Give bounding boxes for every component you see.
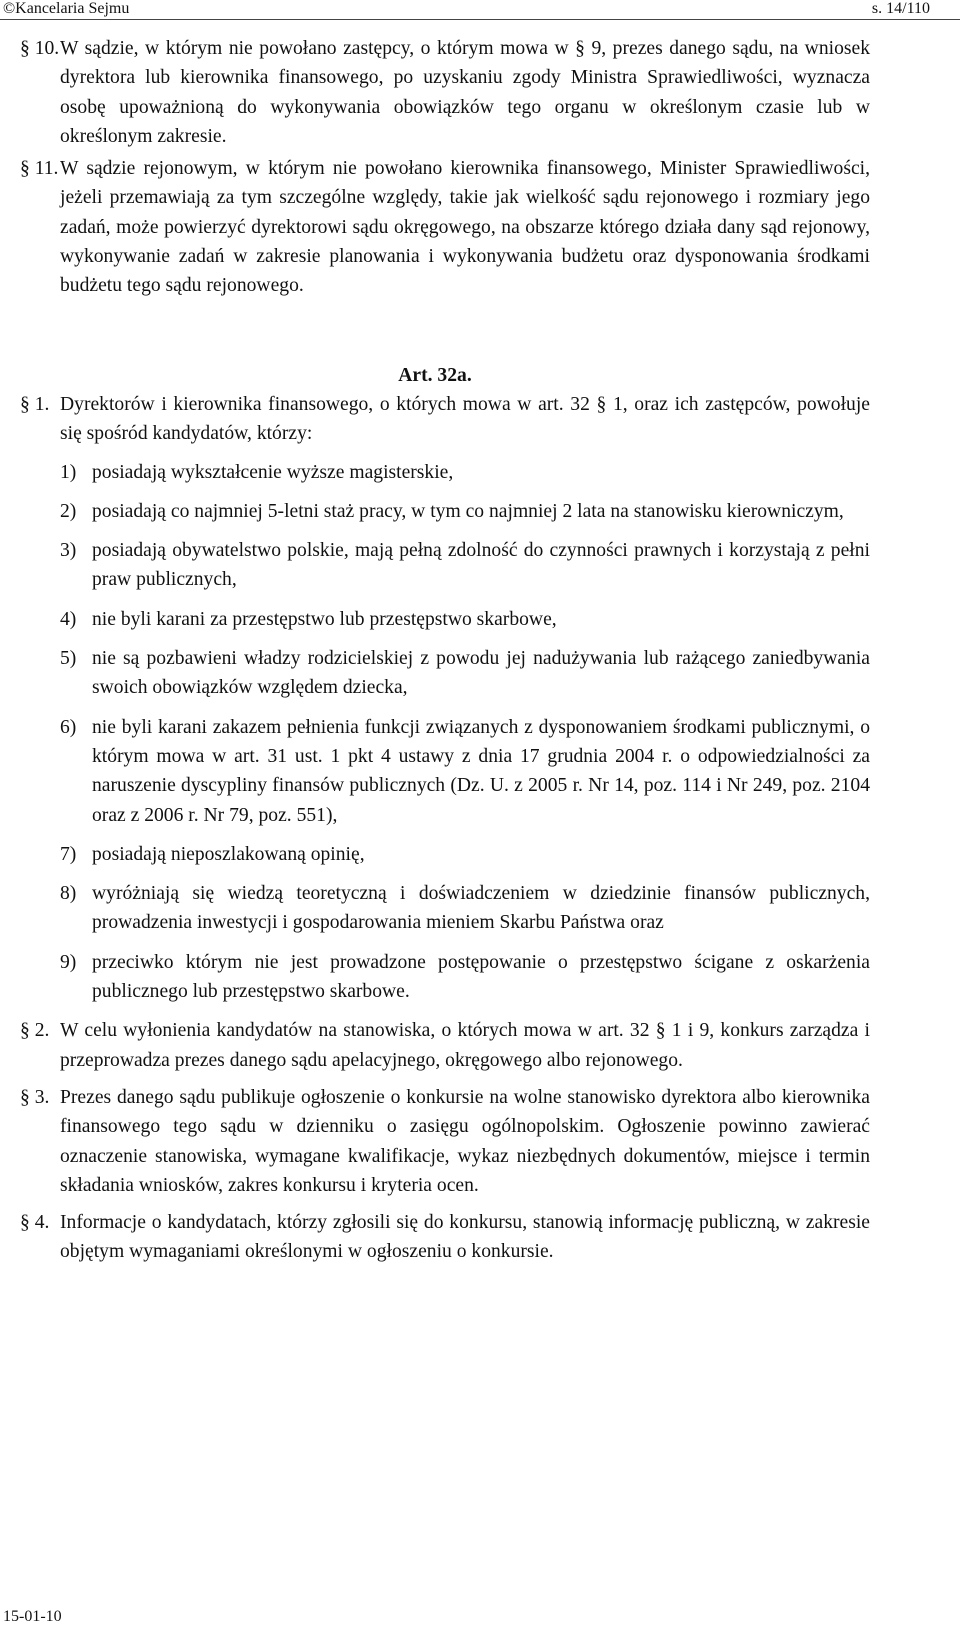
page-header [0, 0, 960, 24]
list-item [0, 948, 960, 1007]
item-number: 7) [60, 843, 77, 865]
section-text: Prezes danego sądu publikuje ogłoszenie o konkursie na wolne stanowisko dyrektora albo kierownika finansowego tego sądu w dzienniku o zasięgu ogólnopolskim. Ogłoszenie powinno zawierać oznaczenie stanowiska, wymagane kwalifikacje, wykaz niezbędnych dokumentów, miejsce i termin składania wniosków, zakres konkursu i kryteria ocen. [60, 1086, 870, 1196]
item-text: posiadają nieposzlakowaną opinię, [92, 843, 365, 865]
header-divider [0, 19, 960, 20]
item-text: posiadają obywatelstwo polskie, mają pełną zdolność do czynności prawnych i korzystają z pełni praw publicznych, [92, 540, 870, 591]
section-text: W celu wyłonienia kandydatów na stanowiska, o których mowa w art. 32 § 1 i 9, konkurs zarządza i przeprowadza prezes danego sądu apelacyjnego, okręgowego albo rejonowego. [60, 1020, 870, 1071]
item-number: 4) [60, 608, 77, 630]
section-number: § 2. [20, 1020, 50, 1042]
paragraph-11 [0, 154, 960, 300]
item-number: 2) [60, 500, 77, 522]
list-item [0, 840, 960, 869]
item-number: 1) [60, 461, 77, 483]
paragraph-10 [0, 34, 960, 151]
item-number: 9) [60, 951, 77, 973]
item-number: 5) [60, 648, 77, 670]
list-item [0, 713, 960, 830]
item-text: przeciwko którym nie jest prowadzone postępowanie o przestępstwo ścigane z oskarżenia publicznego lub przestępstwo skarbowe. [92, 951, 870, 1003]
article-title: Art. 32a. [398, 364, 472, 386]
section-number: § 1. [20, 393, 50, 415]
item-text: nie byli karani zakazem pełnienia funkcji związanych z dysponowaniem środkami publicznymi, o którym mowa w art. 31 ust. 1 pkt 4 ustawy z dnia 17 grudnia 2004 r. o odpowiedzialności za naruszenie dyscypliny finansów publicznych (Dz. U. z 2005 r. Nr 14, poz. 114 i Nr 249, poz. 2104 oraz z 2006 r. Nr 79, poz. 551), [92, 716, 870, 826]
requirements-list [0, 458, 960, 1007]
list-item [0, 605, 960, 634]
article-section-2 [0, 1016, 960, 1075]
article-section-1 [0, 390, 960, 449]
list-item [0, 458, 960, 487]
paragraph-text: W sądzie rejonowym, w którym nie powołano kierownika finansowego, Minister Sprawiedliwości, jeżeli przemawiają za tym szczególne względy, takie jak wielkość sądu rejonowego i rozmiary jego zadań, może powierzyć dyrektorowi sądu okręgowego, na obszarze którego działa dany sąd rejonowy, wykonywanie zadań w zakresie planowania i wykonywania budżetu oraz dysponowania środkami budżetu tego sądu rejonowego. [60, 158, 870, 297]
list-item [0, 497, 960, 526]
list-item [0, 536, 960, 595]
paragraph-number: § 10. [20, 38, 60, 59]
page-number: s. 14/110 [871, 0, 930, 17]
item-number: 6) [60, 716, 77, 738]
article-section-3 [0, 1083, 960, 1200]
paragraph-number: § 11. [20, 158, 59, 180]
section-number: § 3. [20, 1086, 50, 1108]
footer-date: 15-01-10 [3, 1608, 62, 1625]
section-text: Dyrektorów i kierownika finansowego, o których mowa w art. 32 § 1, oraz ich zastępców, powołuje się spośród kandydatów, którzy: [60, 393, 870, 445]
section-number: § 4. [20, 1212, 50, 1234]
list-item [0, 879, 960, 938]
article-section-4 [0, 1208, 960, 1267]
item-number: 8) [60, 883, 77, 905]
copyright-label: ©Kancelaria Sejmu [3, 0, 130, 17]
section-text: Informacje o kandydatach, którzy zgłosili się do konkursu, stanowią informację publiczną, w zakresie objętym wymaganiami określonymi w ogłoszeniu o konkursie. [60, 1212, 870, 1263]
item-text: nie byli karani za przestępstwo lub przestępstwo skarbowe, [92, 608, 557, 630]
item-text: wyróżniają się wiedzą teoretyczną i doświadczeniem w dziedzinie finansów publicznych, prowadzenia inwestycji i gospodarowania mieniem Skarbu Państwa oraz [92, 883, 870, 934]
list-item [0, 644, 960, 703]
item-number: 3) [60, 540, 77, 562]
item-text: posiadają wykształcenie wyższe magisterskie, [92, 461, 454, 483]
item-text: posiadają co najmniej 5-letni staż pracy, w tym co najmniej 2 lata na stanowisku kierowniczym, [92, 500, 844, 522]
item-text: nie są pozbawieni władzy rodzicielskiej z powodu jej nadużywania lub rażącego zaniedbywania swoich obowiązków względem dziecka, [92, 648, 870, 699]
paragraph-text: W sądzie, w którym nie powołano zastępcy, o którym mowa w § 9, prezes danego sądu, na wniosek dyrektora lub kierownika finansowego, po uzyskaniu zgody Ministra Sprawiedliwości, wyznacza osobę upoważnioną do wykonywania obowiązków tego organu w określonym czasie lub w określonym zakresie. [60, 38, 870, 147]
document-body [0, 24, 960, 1267]
